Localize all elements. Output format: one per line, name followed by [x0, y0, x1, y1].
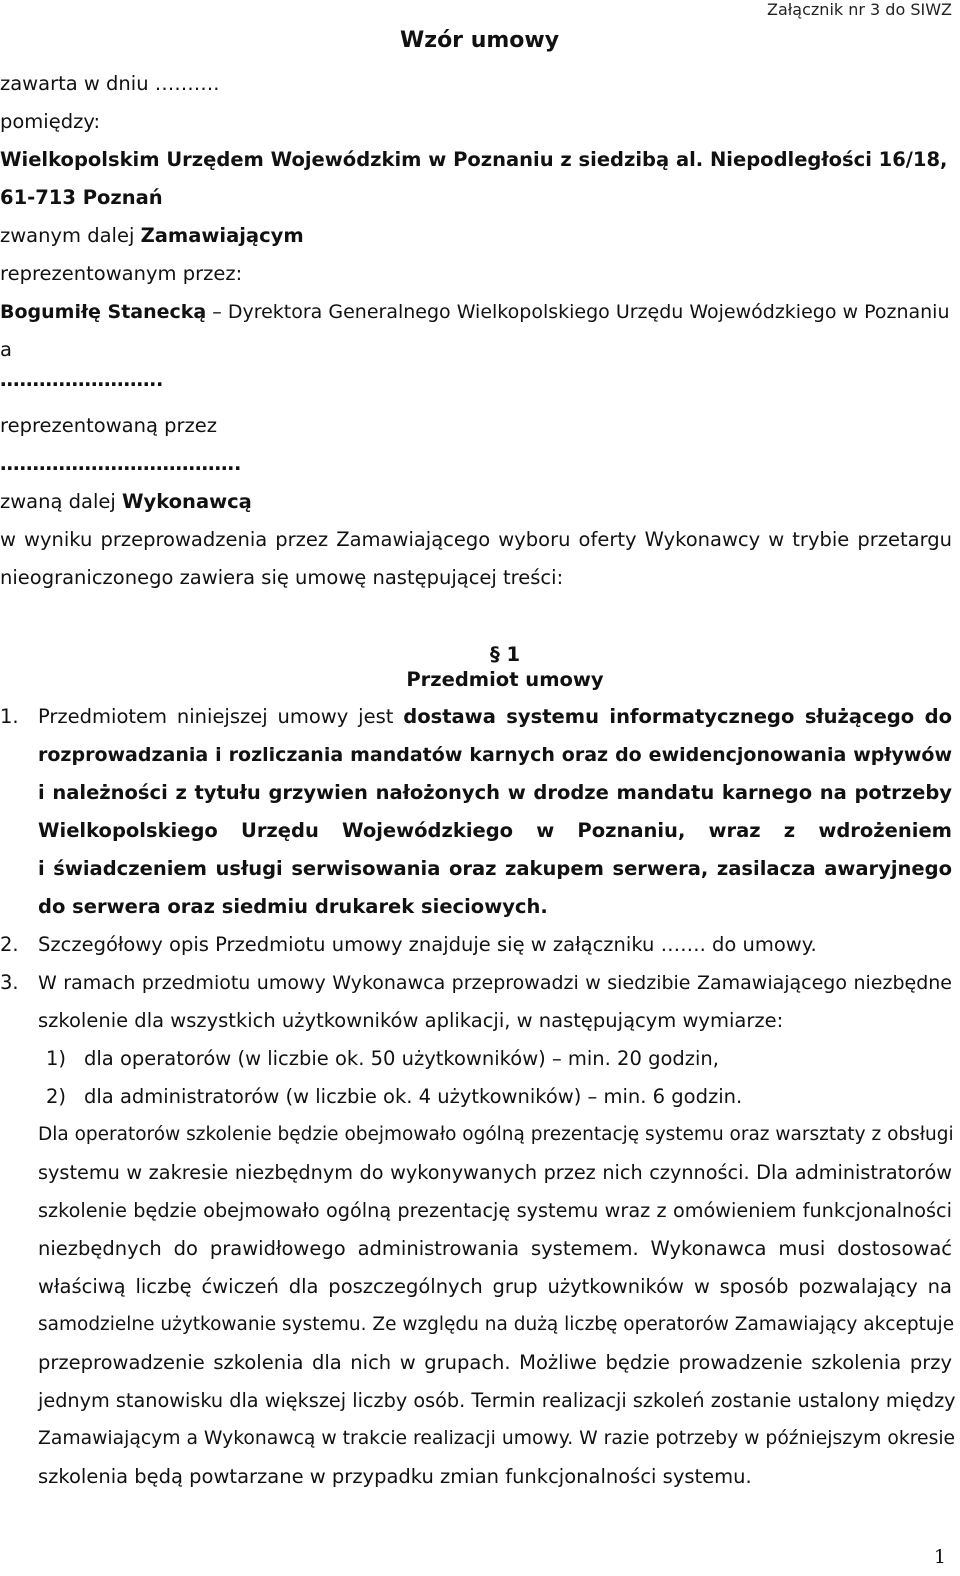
item3-line1: W ramach przedmiotu umowy Wykonawca przeprowadzi w siedzibie Zamawiającego niezbędne — [38, 972, 952, 994]
para-line9: Zamawiającym a Wykonawcą w trakcie realizacji umowy. W razie potrzeby w późniejszym okresie — [38, 1428, 956, 1449]
para-line7: przeprowadzenie szkolenia dla nich w grupach. Możliwe będzie prowadzenie szkolenia przy — [38, 1351, 952, 1374]
para-line1: Dla operatorów szkolenie będzie obejmowało ogólną prezentację systemu oraz warsztaty z obsługi — [38, 1124, 954, 1145]
page-number: 1 — [933, 1546, 946, 1568]
sub2-number: 2) — [46, 1085, 67, 1108]
item1-number: 1. — [0, 705, 19, 728]
item1-line5: i świadczeniem usługi serwisowania oraz zakupem serwera, zasilacza awaryjnego — [38, 857, 952, 880]
document-title: Wzór umowy — [400, 28, 560, 53]
item1-line4: Wielkopolskiego Urzędu Wojewódzkiego w Poznaniu, wraz z wdrożeniem — [38, 819, 952, 842]
para-line6: samodzielne użytkowanie systemu. Ze względu na dużą liczbę operatorów Zamawiający akceptuje — [38, 1314, 955, 1335]
called2-line — [0, 483, 252, 521]
called-line — [0, 217, 304, 255]
item1-line6: do serwera oraz siedmiu drukarek sieciowych. — [38, 895, 548, 918]
result-line1: w wyniku przeprowadzenia przez Zamawiającego wyboru oferty Wykonawcy w trybie przetargu — [0, 528, 952, 551]
item1-line3: i należności z tytułu grzywien nałożonych w drodze mandatu karnego na potrzeby — [38, 781, 952, 804]
party2-placeholder: ……………………. — [0, 368, 164, 391]
item1-bold-l1: dostawa systemu informatycznego służącego do — [403, 705, 952, 728]
sub1-number: 1) — [46, 1047, 67, 1070]
representative-title: – Dyrektora Generalnego Wielkopolskiego Urzędu Wojewódzkiego w Poznaniu — [206, 301, 950, 323]
and-label: a — [0, 338, 12, 361]
called-prefix: zwanym dalej — [0, 224, 141, 247]
annex-label: Załącznik nr 3 do SIWZ — [766, 0, 952, 19]
representative-name: Bogumiłę Stanecką — [0, 301, 207, 323]
item3-number: 3. — [0, 971, 19, 994]
section-heading: Przedmiot umowy — [406, 668, 604, 691]
para-line10: szkolenia będą powtarzane w przypadku zmian funkcjonalności systemu. — [38, 1465, 752, 1488]
item2-number: 2. — [0, 933, 19, 956]
para-line5: właściwą liczbę ćwiczeń dla poszczególnych grup użytkowników w sposób pozwalający na — [38, 1275, 952, 1298]
called-name: Zamawiającym — [140, 224, 304, 247]
called2-prefix: zwaną dalej — [0, 490, 122, 513]
item2-text: Szczegółowy opis Przedmiotu umowy znajduje się w załączniku ……. do umowy. — [38, 933, 817, 956]
para-line2: systemu w zakresie niezbędnym do wykonywanych przez nich czynności. Dla administratorów — [38, 1161, 952, 1184]
item1-line1 — [38, 698, 952, 736]
para-line4: niezbędnych do prawidłowego administrowania systemem. Wykonawca musi dostosować — [38, 1237, 952, 1260]
representative-line — [0, 293, 950, 331]
section-number: § 1 — [489, 643, 521, 666]
para-line3: szkolenie będzie obejmowało ogólną prezentację systemu wraz z omówieniem funkcjonalności — [38, 1199, 952, 1222]
called2-name: Wykonawcą — [122, 490, 252, 513]
sub1-text: dla operatorów (w liczbie ok. 50 użytkowników) – min. 20 godzin, — [84, 1047, 719, 1070]
sub2-text: dla administratorów (w liczbie ok. 4 użytkowników) – min. 6 godzin. — [84, 1085, 743, 1108]
result-line2: nieograniczonego zawiera się umowę następującej treści: — [0, 566, 564, 589]
party1-line2: 61-713 Poznań — [0, 186, 163, 209]
date-line: zawarta w dniu ………. — [0, 72, 220, 95]
item3-line2: szkolenie dla wszystkich użytkowników aplikacji, w następującym wymiarze: — [38, 1009, 784, 1032]
representative2-placeholder: ………………………………. — [0, 452, 242, 475]
party1-line1: Wielkopolskim Urzędem Wojewódzkim w Poznaniu z siedzibą al. Niepodległości 16/18, — [0, 148, 948, 171]
item1-lead: Przedmiotem niniejszej umowy jest — [38, 705, 404, 728]
between-label: pomiędzy: — [0, 110, 101, 133]
para-line8: jednym stanowisku dla większej liczby osób. Termin realizacji szkoleń zostanie ustalony między — [38, 1389, 956, 1412]
item1-line2: rozprowadzania i rozliczania mandatów karnych oraz do ewidencjonowania wpływów — [38, 744, 952, 766]
represented-by: reprezentowanym przez: — [0, 262, 243, 285]
represented-by2: reprezentowaną przez — [0, 414, 217, 437]
